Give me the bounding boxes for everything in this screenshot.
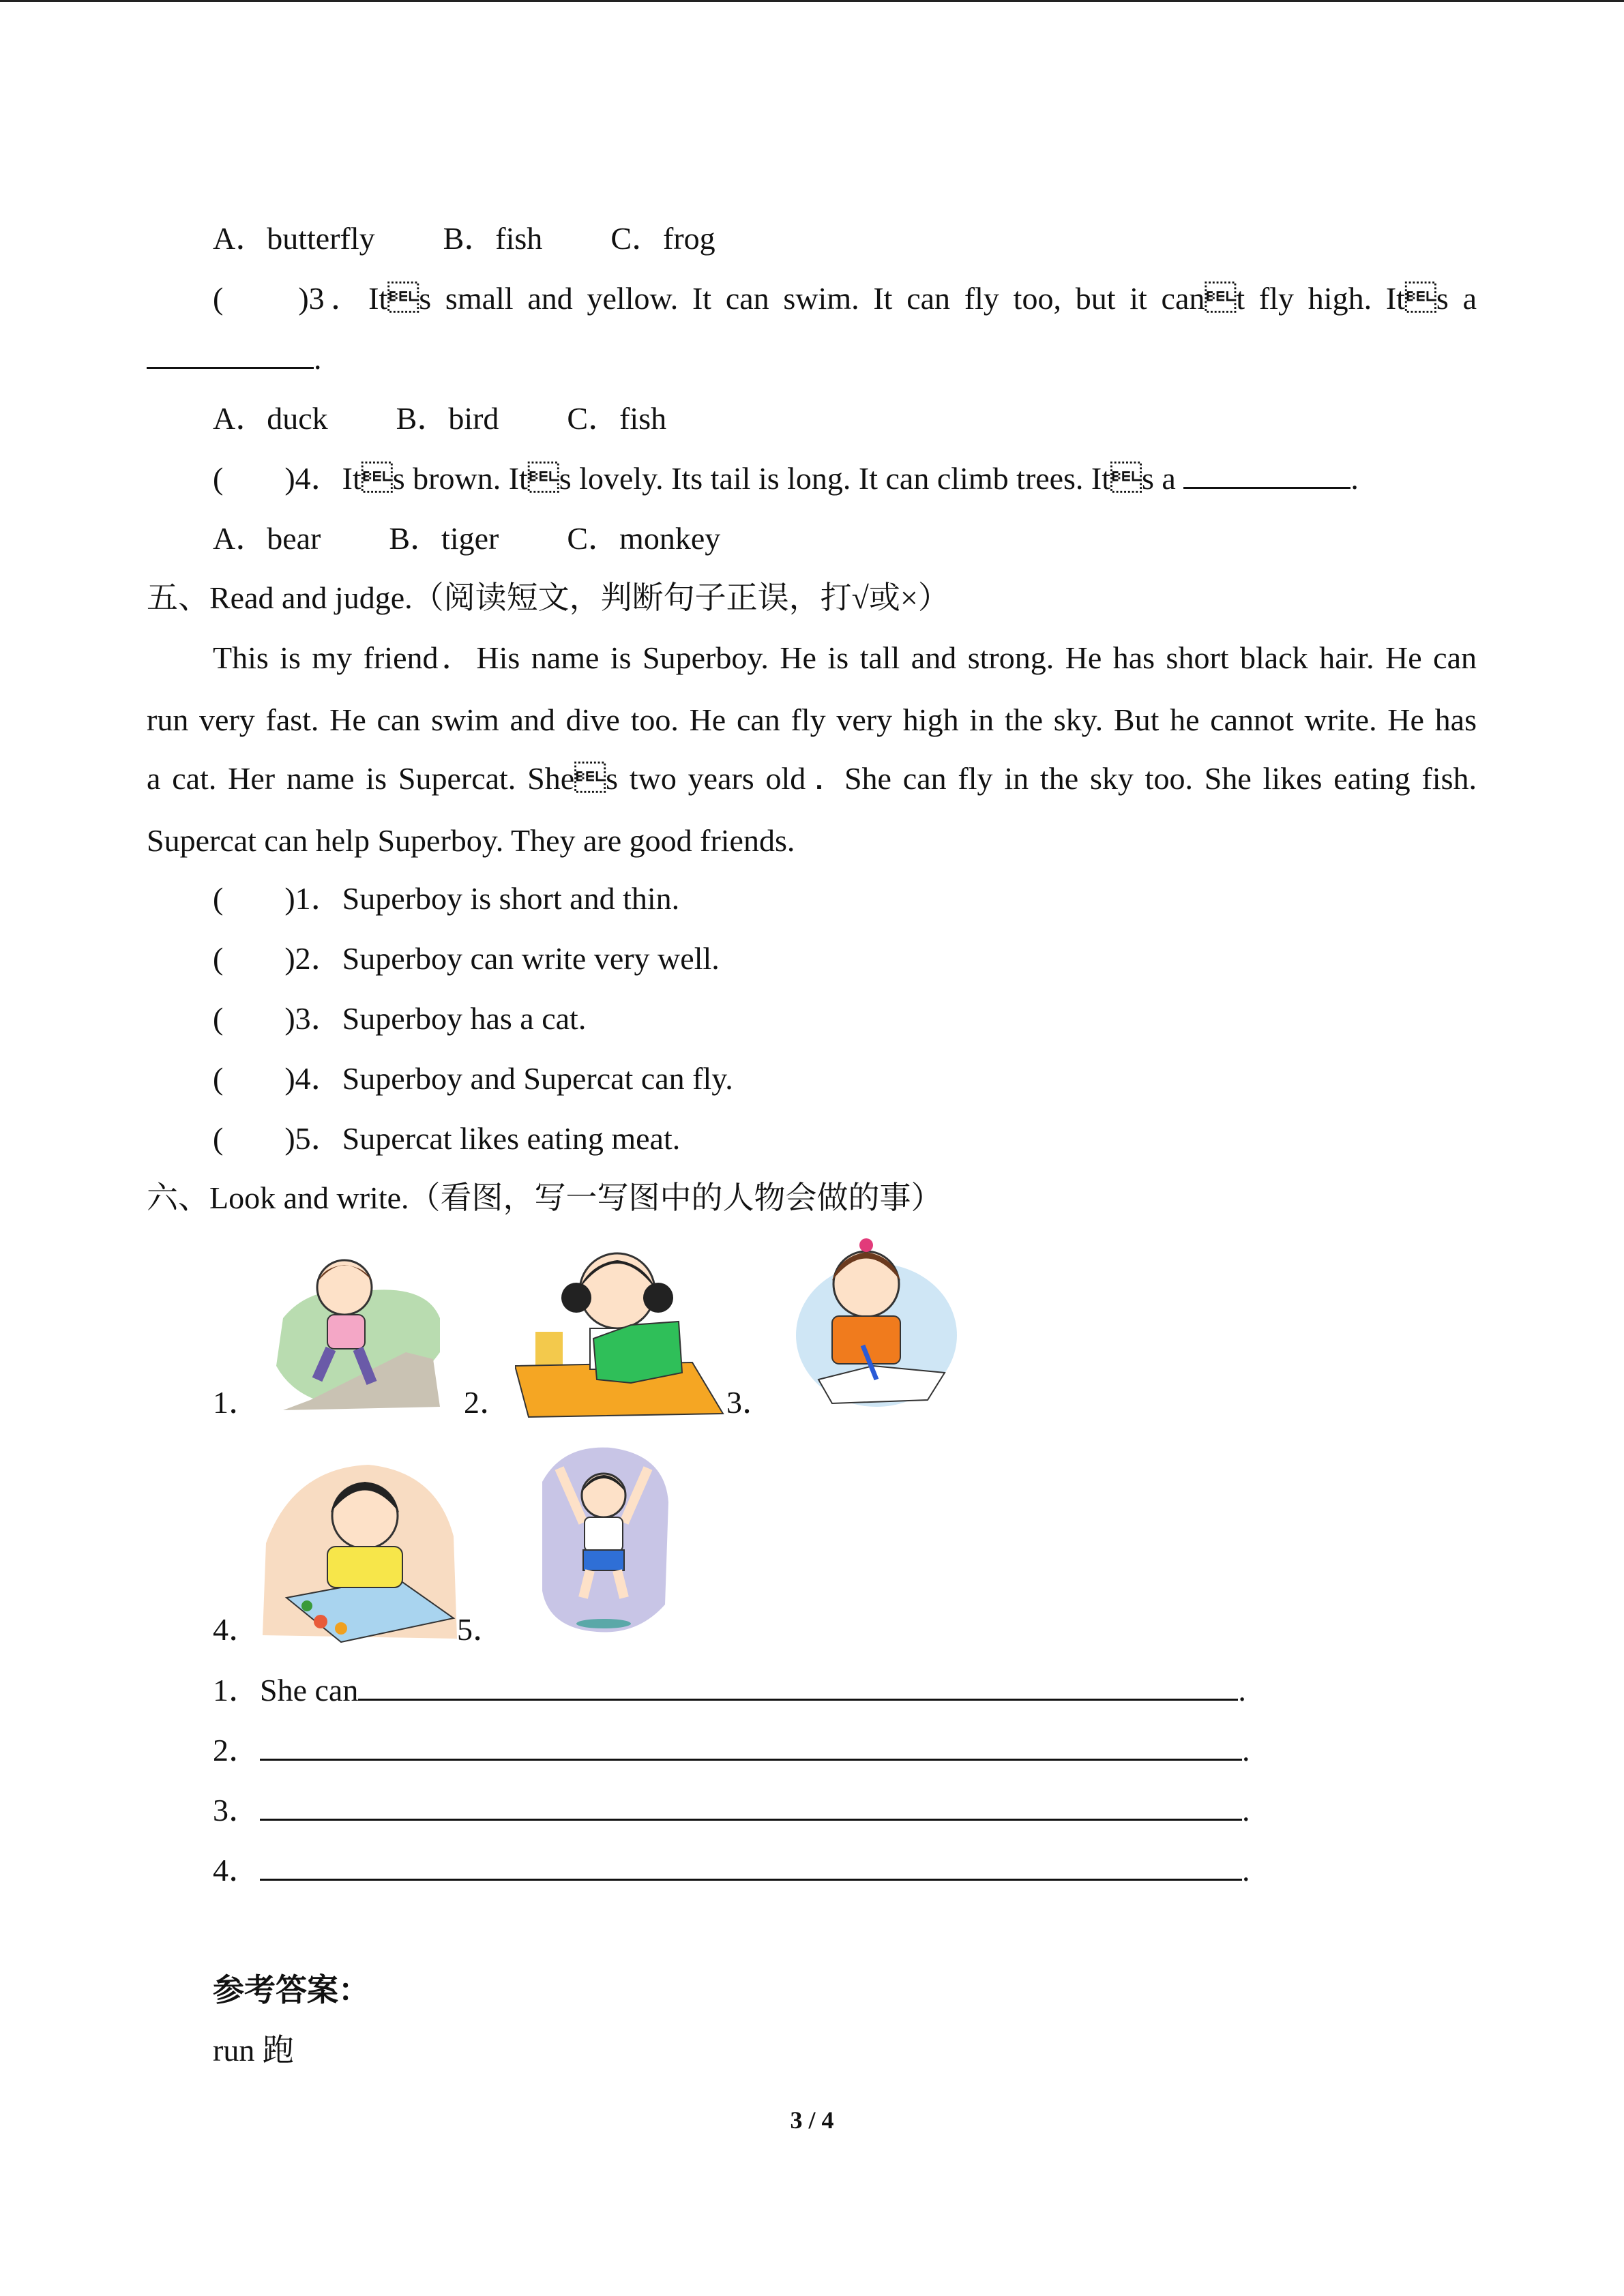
girl-reading-picture [515, 1243, 726, 1420]
question-3: ( )3．Its small and yellow. It can swim. It can fly too, but it cant fly high. Its a [213, 281, 1477, 316]
option-b: B．fish [443, 221, 543, 256]
boy-jumping-picture [535, 1441, 672, 1639]
question-4-text: Its brown. Its lovely. Its tail is long. It can climb trees. Its a [342, 461, 1176, 496]
answer-2-blank[interactable] [260, 1731, 1242, 1761]
boy-drawing-picture [259, 1461, 464, 1645]
answer-key-first: run 跑 [213, 2033, 294, 2068]
option-a: A．butterfly [213, 221, 375, 256]
passage-line-2: run very fast. He can swim and dive too. He can fly very high in the sky. But he cannot write. He has [147, 702, 1477, 737]
judge-item: ( )2．Superboy can write very well. [213, 941, 720, 976]
picture-label: 3． [726, 1385, 773, 1420]
passage-line-4: Supercat can help Superboy. They are good friends. [147, 823, 795, 858]
section-6-title: 六、Look and write.（看图，写一写图中的人物会做的事） [147, 1180, 943, 1215]
answer-line: 3． . [213, 1793, 1250, 1828]
q4-options: A．bear B．tiger C．monkey [213, 521, 721, 556]
question-4-blank[interactable] [1183, 460, 1350, 489]
answer-3-blank[interactable] [260, 1791, 1242, 1821]
answer-key-title: 参考答案： [213, 1973, 370, 2008]
answer-line: 1．She can . [213, 1673, 1246, 1708]
question-4: ( )4．Its brown. Its lovely. Its tail is long. It can climb trees. Its a . [213, 461, 1359, 496]
judge-item: ( )1．Superboy is short and thin. [213, 881, 680, 916]
section-5-title: 五、Read and judge.（阅读短文，判断句子正误，打√或×） [147, 580, 949, 615]
judge-item: ( )3．Superboy has a cat. [213, 1001, 587, 1036]
question-3-text: Its small and yellow. It can swim. It can fly too, but it cant fly high. Its a [368, 281, 1477, 316]
page-number: 3 / 4 [790, 2106, 834, 2134]
q2-options [213, 219, 715, 258]
picture-label: 4． [213, 1612, 260, 1647]
answer-1-blank[interactable] [358, 1671, 1238, 1701]
option-c: C．frog [610, 221, 715, 256]
picture-label: 1． [213, 1385, 260, 1420]
girl-writing-picture [791, 1233, 962, 1414]
question-3-blank[interactable]: . [147, 339, 322, 378]
passage-line-3: a cat. Her name is Supercat. Shes two years old．She can fly in the sky too. She likes eating fish. [147, 761, 1477, 796]
answer-line: 4． . [213, 1853, 1250, 1888]
judge-item: ( )4．Superboy and Supercat can fly. [213, 1061, 733, 1096]
judge-item: ( )5．Supercat likes eating meat. [213, 1121, 681, 1156]
answer-line: 2． . [213, 1733, 1250, 1768]
passage-line-1: This is my friend．His name is Superboy. He is tall and strong. He has short black hair. He can [213, 640, 1477, 675]
answer-4-blank[interactable] [260, 1851, 1242, 1881]
picture-label: 2． [464, 1385, 511, 1420]
picture-label: 5． [457, 1612, 504, 1647]
girl-running-picture [269, 1243, 447, 1414]
q3-options: A．duck B．bird C．fish [213, 401, 667, 436]
